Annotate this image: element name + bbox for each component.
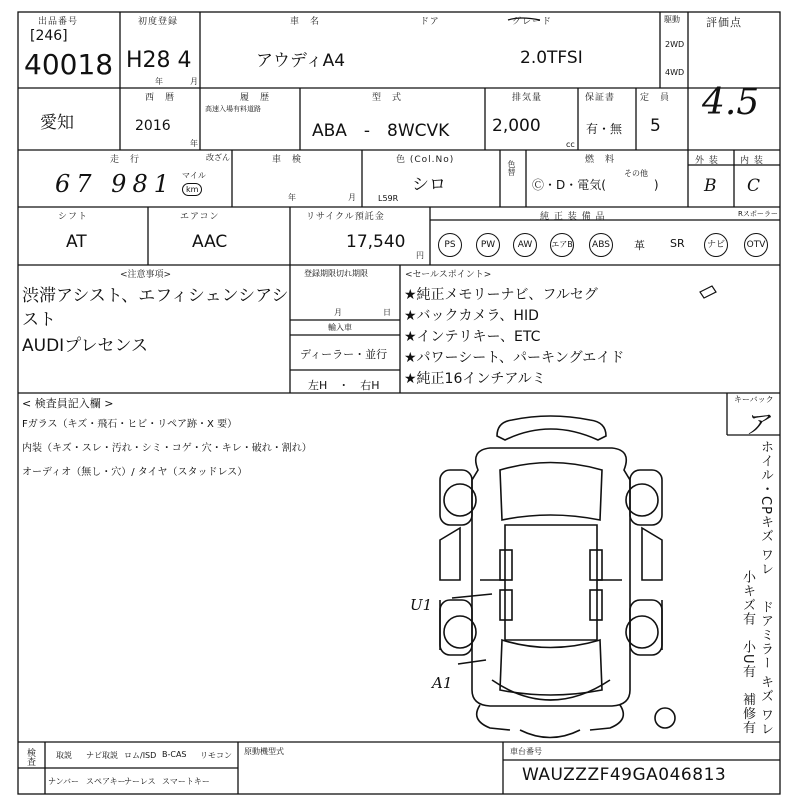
mileage-unit: km <box>182 183 202 196</box>
car-name-label: 車 名 <box>290 17 321 27</box>
vin-value: WAUZZZF49GA046813 <box>522 765 727 785</box>
ac-label: エアコン <box>180 212 220 222</box>
equip-leather: 革 <box>634 239 645 252</box>
lot-label: 出品番号 <box>38 17 79 27</box>
lot-prefix: [246] <box>30 28 68 44</box>
mileage-unit-top: マイル <box>182 171 206 180</box>
remarks-line-1: 渋滞アシスト、エフィシェンシアシ <box>22 286 289 306</box>
year-mark: 年 <box>155 77 163 86</box>
footer-spare-key: スペアキー <box>86 777 126 786</box>
selling-points-label: <セールスポイント> <box>405 270 492 280</box>
footer-inspection: 検査 <box>25 748 35 766</box>
deadline-month-mark: 月 <box>334 308 342 317</box>
drive-4wd: 4WD <box>665 68 685 77</box>
lot-number: 40018 <box>24 48 114 81</box>
selling-point-3: ★インテリキー、ETC <box>404 329 541 345</box>
remarks-line-3: AUDIプレセンス <box>22 336 148 356</box>
remarks-line-2: スト <box>22 310 56 330</box>
selling-point-2: ★バックカメラ、HID <box>404 308 539 324</box>
inspection-month-mark: 月 <box>348 193 356 202</box>
legend-column-2: 小キズ有 小U有 補修有 <box>740 570 755 735</box>
vin-label: 車台番号 <box>510 747 542 756</box>
footer-navi-manual: ナビ取説 <box>86 751 118 760</box>
cc-value: 2,000 <box>492 116 541 136</box>
color-change-label: 色替 <box>507 160 516 176</box>
spoiler-label: Rスポーラー <box>738 210 778 218</box>
exterior-value: B <box>704 176 717 196</box>
footer-smart-key: スマートキー <box>162 777 210 786</box>
car-name-value: アウディA4 <box>256 51 346 71</box>
import-type: ディーラー・並行 <box>300 348 388 361</box>
registration-deadline-label: 登録期限切れ期限 <box>304 269 368 278</box>
color-value: シロ <box>412 175 446 195</box>
cc-label: 排気量 <box>512 93 543 103</box>
score-value: 4.5 <box>702 82 760 123</box>
car-body-diagram <box>440 416 675 738</box>
color-label: 色 (Col.No) <box>396 155 455 165</box>
capacity-value: 5 <box>650 116 661 136</box>
recycle-label: リサイクル預託金 <box>306 212 385 222</box>
year-value: 2016 <box>135 118 171 134</box>
shift-value: AT <box>66 232 87 252</box>
ac-value: AAC <box>192 232 228 252</box>
recycle-value: 17,540 <box>346 232 406 252</box>
model-value: ABA - 8WCVK <box>312 121 450 141</box>
key-mark: ア <box>744 410 771 440</box>
equip-aw: AW <box>513 233 537 257</box>
selling-point-5: ★純正16インチアルミ <box>404 371 546 387</box>
equipment-label: 純 正 装 備 品 <box>540 212 606 222</box>
first-registration-label: 初度登録 <box>138 17 179 27</box>
recycle-unit: 円 <box>416 251 424 260</box>
model-label: 型 式 <box>372 93 403 103</box>
drive-label: 駆動 <box>664 15 680 24</box>
exterior-label: 外 装 <box>695 156 719 166</box>
grade-value: 2.0TFSI <box>520 48 583 68</box>
history-label: 履 歴 <box>240 93 271 103</box>
steering-side: 左H ・ 右H <box>308 379 380 392</box>
inspector-line-1: Fガラス（キズ・飛石・ヒビ・リペア跡・X 要） <box>22 419 238 430</box>
warranty-label: 保証書 <box>585 93 616 103</box>
footer-manual: 取説 <box>56 751 72 760</box>
diagram-mark-a1: A1 <box>432 674 453 692</box>
inspector-line-3: オーディオ（無し・穴）/ タイヤ（スタッドレス） <box>22 467 248 478</box>
cc-unit: cc <box>566 140 575 149</box>
inspection-year-mark: 年 <box>288 193 296 202</box>
equip-pw: PW <box>476 233 500 257</box>
key-label: キーバック <box>734 395 774 404</box>
selling-point-1: ★純正メモリーナビ、フルセグ <box>404 287 598 303</box>
meter-label: 改ざん <box>206 153 230 162</box>
fuel-other: その他 <box>624 169 648 178</box>
warranty-value: 有・無 <box>586 122 623 136</box>
door-label: ドア <box>420 17 440 27</box>
score-label: 評価点 <box>706 16 742 29</box>
year-label: 西 暦 <box>145 93 176 103</box>
fuel-value: Ⓒ・D・電気( ) <box>532 178 659 192</box>
history-note: 高速入場有料道路 <box>205 105 261 113</box>
equip-navi: ナビ <box>704 233 728 257</box>
inspector-line-2: 内装（キズ・スレ・汚れ・シミ・コゲ・穴・キレ・破れ・割れ） <box>22 443 312 454</box>
equip-airbag: エアB <box>550 233 574 257</box>
footer-rom: ロム/ISD <box>124 751 157 760</box>
equip-abs: ABS <box>589 233 613 257</box>
shift-label: シフト <box>58 212 89 222</box>
inspection-label: 車 検 <box>272 155 303 165</box>
import-label: 輸入車 <box>328 323 352 332</box>
equip-tv: OTV <box>744 233 768 257</box>
footer-bcas: B-CAS <box>162 750 187 759</box>
equip-ps: PS <box>438 233 462 257</box>
drive-2wd: 2WD <box>665 40 685 49</box>
footer-remote: リモコン <box>200 751 232 760</box>
footer-keyless: ナーレス <box>124 777 156 786</box>
mileage-value: 67 981 <box>55 170 175 198</box>
engine-model-label: 原動機型式 <box>244 747 284 756</box>
footer-plate: ナンバー <box>48 777 80 786</box>
deadline-day-mark: 日 <box>383 308 391 317</box>
interior-label: 内 装 <box>740 156 764 166</box>
era-mark: 年 <box>190 139 198 148</box>
fuel-label: 燃 料 <box>585 155 616 165</box>
diagram-mark-u1: U1 <box>410 596 433 614</box>
interior-value: C <box>747 176 761 196</box>
color-code: L59R <box>378 194 399 203</box>
selling-point-4: ★パワーシート、パーキングエイド <box>404 350 625 366</box>
first-registration-value: H28 4 <box>126 48 192 73</box>
region-value: 愛知 <box>40 113 74 133</box>
legend-column-3: ドアミラー キズ ワレ <box>758 600 773 737</box>
inspector-label: < 検査員記入欄 > <box>22 397 114 410</box>
equip-sunroof: SR <box>670 237 685 250</box>
month-mark: 月 <box>190 77 198 86</box>
capacity-label: 定 員 <box>640 93 671 103</box>
remarks-label: <注意事項> <box>120 270 172 280</box>
legend-column-1: ホイル・CPキズ ワレ <box>758 440 773 577</box>
mileage-label: 走 行 <box>110 155 141 165</box>
grade-label: グレード <box>512 17 553 27</box>
